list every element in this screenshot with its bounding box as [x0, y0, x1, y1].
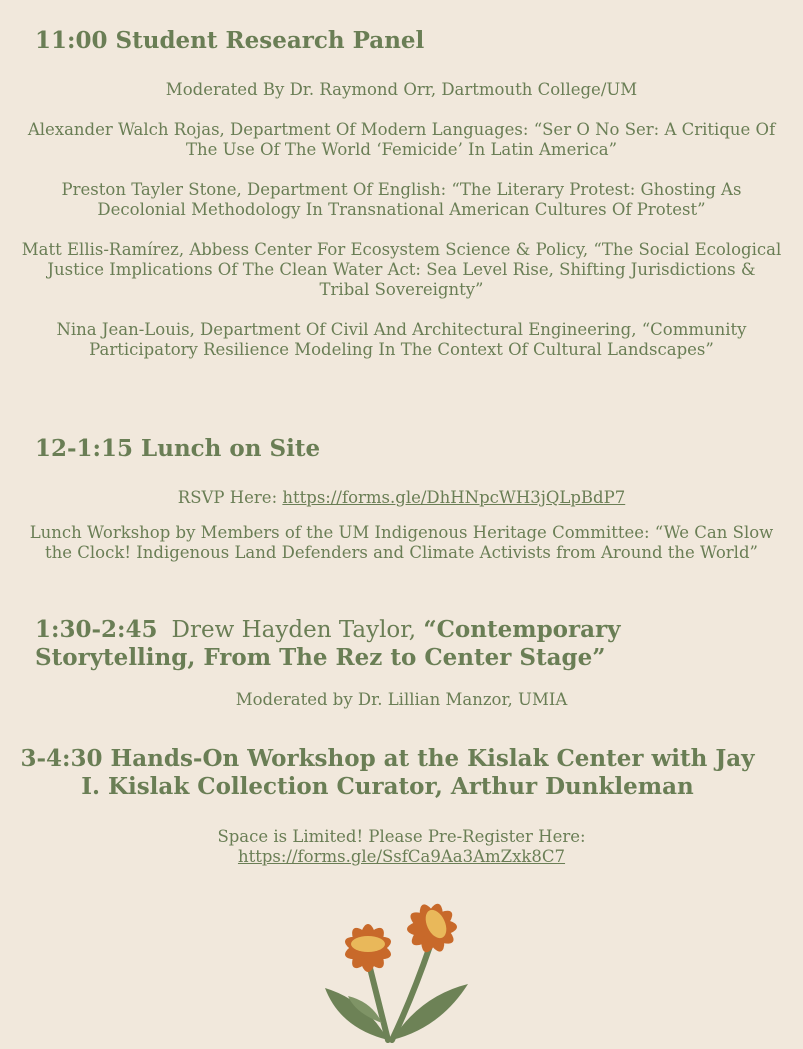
flower-right [406, 901, 458, 954]
lunch-heading: 12-1:15 Lunch on Site [35, 435, 321, 462]
keynote-time: 1:30-2:45 [35, 616, 158, 643]
lunch-workshop: Lunch Workshop by Members of the UM Indigenous Heritage Committee: “We Can Slow the Clock! Indigenous Land Defenders and Climate Activists from Around the World” [29, 523, 774, 562]
panel-item-1: Alexander Walch Rojas, Department Of Modern Languages: “Ser O No Ser: A Critique Of The Use Of The World ‘Femicide’ In Latin America” [27, 120, 776, 159]
keynote-moderator: Moderated by Dr. Lillian Manzor, UMIA [235, 690, 568, 709]
flower-illustration [300, 888, 480, 1048]
keynote-speaker: Drew Hayden Taylor, [171, 617, 424, 643]
kislak-link-line [20, 847, 783, 867]
panel-heading: 11:00 Student Research Panel [35, 27, 425, 54]
rsvp-label: RSVP Here: [177, 488, 283, 507]
panel-item-3: Matt Ellis-Ramírez, Abbess Center For Ecosystem Science & Policy, “The Social Ecological Justice Implications Of The Clean Water Act: Sea Level Rise, Shifting Jurisdictions & Tribal Sovereignty” [21, 240, 782, 299]
rsvp-link[interactable]: https://forms.gle/DhHNpcWH3jQLpBdP7 [282, 488, 626, 507]
kislak-note: Space is Limited! Please Pre-Register Here: [217, 827, 586, 846]
kislak-register-link[interactable]: https://forms.gle/SsfCa9Aa3AmZxk8C7 [237, 847, 566, 866]
rsvp-line [20, 488, 783, 508]
keynote-title: “Contemporary Storytelling, From The Rez to Center Stage” [35, 616, 621, 671]
panel-moderator: Moderated By Dr. Raymond Orr, Dartmouth College/UM [165, 80, 638, 99]
keynote-heading [35, 616, 655, 672]
panel-item-2: Preston Tayler Stone, Department Of English: “The Literary Protest: Ghosting As Decolonial Methodology In Transnational American Cultures Of Protest” [61, 180, 742, 219]
panel-item-4: Nina Jean-Louis, Department Of Civil And Architectural Engineering, “Community Participatory Resilience Modeling In The Context Of Cultural Landscapes” [56, 320, 747, 359]
flower-left [342, 923, 393, 972]
kislak-heading: 3-4:30 Hands-On Workshop at the Kislak Center with Jay I. Kislak Collection Curator, Arthur Dunkleman [20, 745, 755, 800]
